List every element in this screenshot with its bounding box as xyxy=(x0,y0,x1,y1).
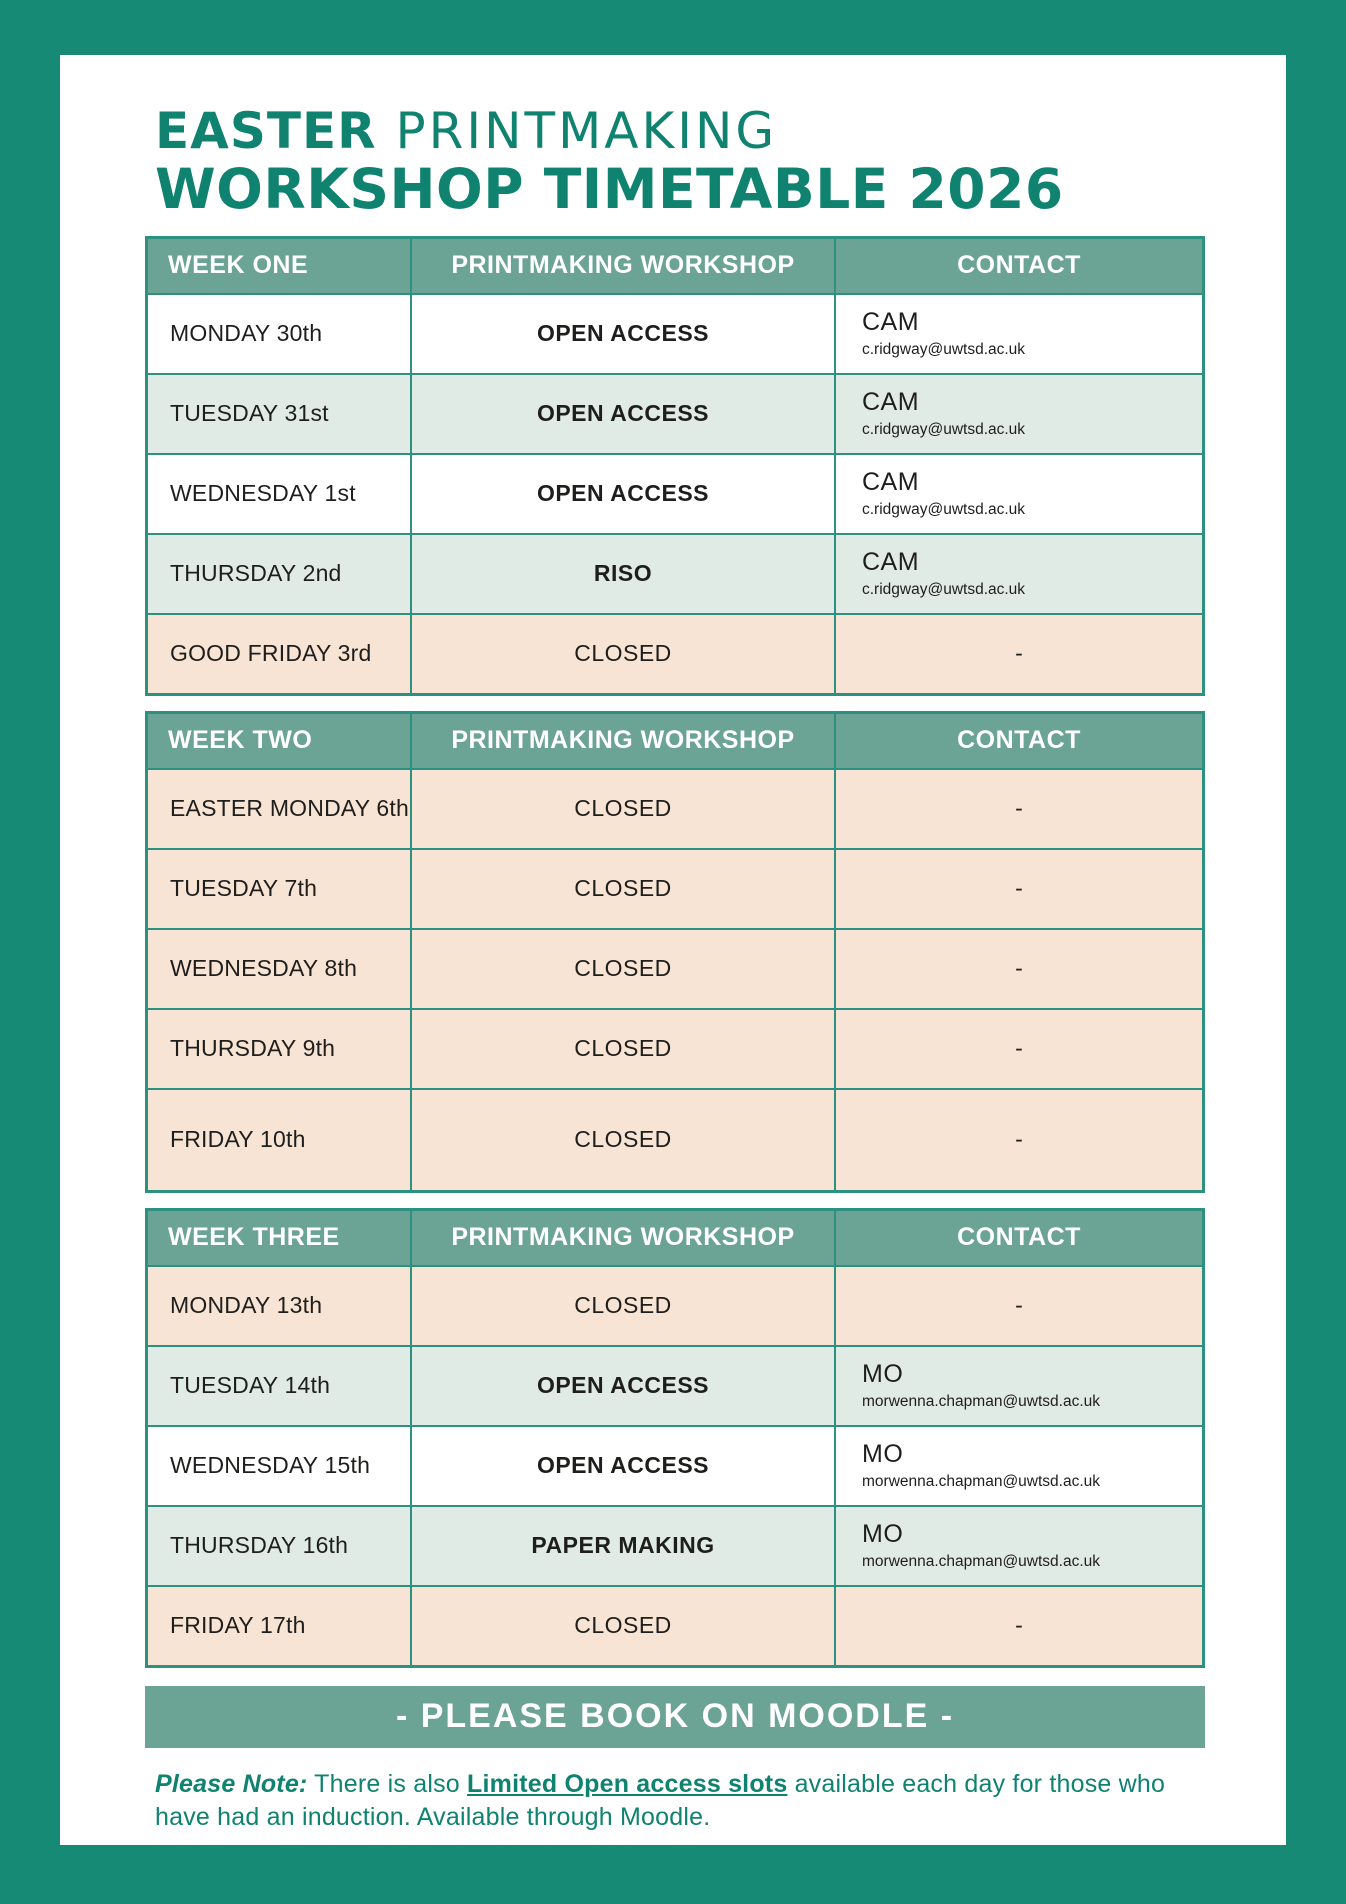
contact-cell xyxy=(834,1267,1202,1345)
timetable-row xyxy=(148,613,1202,693)
day-cell: WEDNESDAY 8th xyxy=(148,930,410,1008)
day-cell: MONDAY 13th xyxy=(148,1267,410,1345)
week-label: WEEK ONE xyxy=(148,239,410,293)
workshop-cell: CLOSED xyxy=(410,850,834,928)
title-line-1 xyxy=(155,103,1286,159)
workshop-cell: OPEN ACCESS xyxy=(410,1347,834,1425)
contact-cell xyxy=(834,930,1202,1008)
title-line-2: WORKSHOP TIMETABLE 2026 xyxy=(155,157,1064,221)
contact-email: c.ridgway@uwtsd.ac.uk xyxy=(862,581,1026,599)
timetable-row xyxy=(148,1345,1202,1425)
day-cell: THURSDAY 9th xyxy=(148,1010,410,1088)
page-title xyxy=(155,103,1286,221)
contact-name: CAM xyxy=(862,468,920,497)
contact-dash: - xyxy=(1015,1292,1023,1319)
workshop-cell: CLOSED xyxy=(410,1587,834,1665)
week-two-header-row xyxy=(148,714,1202,768)
book-on-moodle-banner: - PLEASE BOOK ON MOODLE - xyxy=(145,1686,1205,1748)
note-text-before: There is also xyxy=(307,1769,468,1798)
day-cell: FRIDAY 17th xyxy=(148,1587,410,1665)
contact-email: c.ridgway@uwtsd.ac.uk xyxy=(862,421,1026,439)
contact-cell xyxy=(834,1090,1202,1190)
timetable-row xyxy=(148,533,1202,613)
poster-sheet xyxy=(60,55,1286,1845)
day-cell: WEDNESDAY 15th xyxy=(148,1427,410,1505)
contact-dash: - xyxy=(1015,640,1023,667)
contact-dash: - xyxy=(1015,1612,1023,1639)
contact-name: MO xyxy=(862,1360,904,1389)
week-one-header-row xyxy=(148,239,1202,293)
contact-cell xyxy=(834,1507,1202,1585)
contact-cell xyxy=(834,850,1202,928)
contact-dash: - xyxy=(1015,795,1023,822)
timetable-row xyxy=(148,453,1202,533)
week-one-table xyxy=(145,236,1205,696)
contact-cell xyxy=(834,375,1202,453)
note-underlined-text: Limited Open access slots xyxy=(467,1769,788,1798)
timetable-row xyxy=(148,928,1202,1008)
day-cell: THURSDAY 16th xyxy=(148,1507,410,1585)
week-two-table xyxy=(145,711,1205,1193)
contact-column-header: CONTACT xyxy=(834,1211,1202,1265)
timetable-row xyxy=(148,1425,1202,1505)
day-cell: GOOD FRIDAY 3rd xyxy=(148,615,410,693)
day-cell: MONDAY 30th xyxy=(148,295,410,373)
workshop-cell: OPEN ACCESS xyxy=(410,455,834,533)
contact-name: MO xyxy=(862,1440,904,1469)
workshop-cell: CLOSED xyxy=(410,930,834,1008)
timetable-row xyxy=(148,1265,1202,1345)
title-word-easter: EASTER xyxy=(155,102,377,160)
workshop-cell: PAPER MAKING xyxy=(410,1507,834,1585)
timetable-row xyxy=(148,768,1202,848)
week-label: WEEK TWO xyxy=(148,714,410,768)
contact-cell xyxy=(834,535,1202,613)
note-label: Please Note: xyxy=(155,1769,308,1798)
workshop-cell: CLOSED xyxy=(410,1090,834,1190)
timetable-row xyxy=(148,848,1202,928)
week-three-table xyxy=(145,1208,1205,1668)
contact-column-header: CONTACT xyxy=(834,239,1202,293)
week-label: WEEK THREE xyxy=(148,1211,410,1265)
contact-name: MO xyxy=(862,1520,904,1549)
day-cell: TUESDAY 31st xyxy=(148,375,410,453)
contact-email: c.ridgway@uwtsd.ac.uk xyxy=(862,341,1026,359)
week-three-header-row xyxy=(148,1211,1202,1265)
contact-name: CAM xyxy=(862,388,920,417)
contact-dash: - xyxy=(1015,1126,1023,1153)
workshop-column-header: PRINTMAKING WORKSHOP xyxy=(410,714,834,768)
workshop-cell: OPEN ACCESS xyxy=(410,295,834,373)
footer-note xyxy=(155,1768,1191,1836)
timetable-row xyxy=(148,1008,1202,1088)
workshop-cell: RISO xyxy=(410,535,834,613)
contact-cell xyxy=(834,295,1202,373)
contact-cell xyxy=(834,455,1202,533)
contact-email: morwenna.chapman@uwtsd.ac.uk xyxy=(862,1473,1101,1491)
day-cell: TUESDAY 7th xyxy=(148,850,410,928)
timetable-row xyxy=(148,293,1202,373)
workshop-cell: CLOSED xyxy=(410,615,834,693)
day-cell: EASTER MONDAY 6th xyxy=(148,770,410,848)
contact-email: c.ridgway@uwtsd.ac.uk xyxy=(862,501,1026,519)
contact-cell xyxy=(834,615,1202,693)
contact-email: morwenna.chapman@uwtsd.ac.uk xyxy=(862,1393,1101,1411)
timetable-row xyxy=(148,1585,1202,1665)
workshop-cell: OPEN ACCESS xyxy=(410,1427,834,1505)
note-text-after: available each day for those who have had an induction. Available through Moodle. xyxy=(155,1769,1166,1832)
timetable-row xyxy=(148,1505,1202,1585)
contact-cell xyxy=(834,1587,1202,1665)
timetable-row xyxy=(148,1088,1202,1190)
contact-name: CAM xyxy=(862,548,920,577)
contact-cell xyxy=(834,1010,1202,1088)
workshop-column-header: PRINTMAKING WORKSHOP xyxy=(410,1211,834,1265)
contact-cell xyxy=(834,1427,1202,1505)
workshop-cell: CLOSED xyxy=(410,1010,834,1088)
day-cell: THURSDAY 2nd xyxy=(148,535,410,613)
workshop-column-header: PRINTMAKING WORKSHOP xyxy=(410,239,834,293)
contact-column-header: CONTACT xyxy=(834,714,1202,768)
contact-dash: - xyxy=(1015,875,1023,902)
workshop-cell: CLOSED xyxy=(410,1267,834,1345)
contact-name: CAM xyxy=(862,308,920,337)
contact-dash: - xyxy=(1015,1035,1023,1062)
title-word-printmaking: PRINTMAKING xyxy=(376,102,778,160)
contact-cell xyxy=(834,770,1202,848)
contact-dash: - xyxy=(1015,955,1023,982)
day-cell: FRIDAY 10th xyxy=(148,1090,410,1190)
day-cell: TUESDAY 14th xyxy=(148,1347,410,1425)
workshop-cell: CLOSED xyxy=(410,770,834,848)
day-cell: WEDNESDAY 1st xyxy=(148,455,410,533)
contact-email: morwenna.chapman@uwtsd.ac.uk xyxy=(862,1553,1101,1571)
contact-cell xyxy=(834,1347,1202,1425)
workshop-cell: OPEN ACCESS xyxy=(410,375,834,453)
timetable-row xyxy=(148,373,1202,453)
